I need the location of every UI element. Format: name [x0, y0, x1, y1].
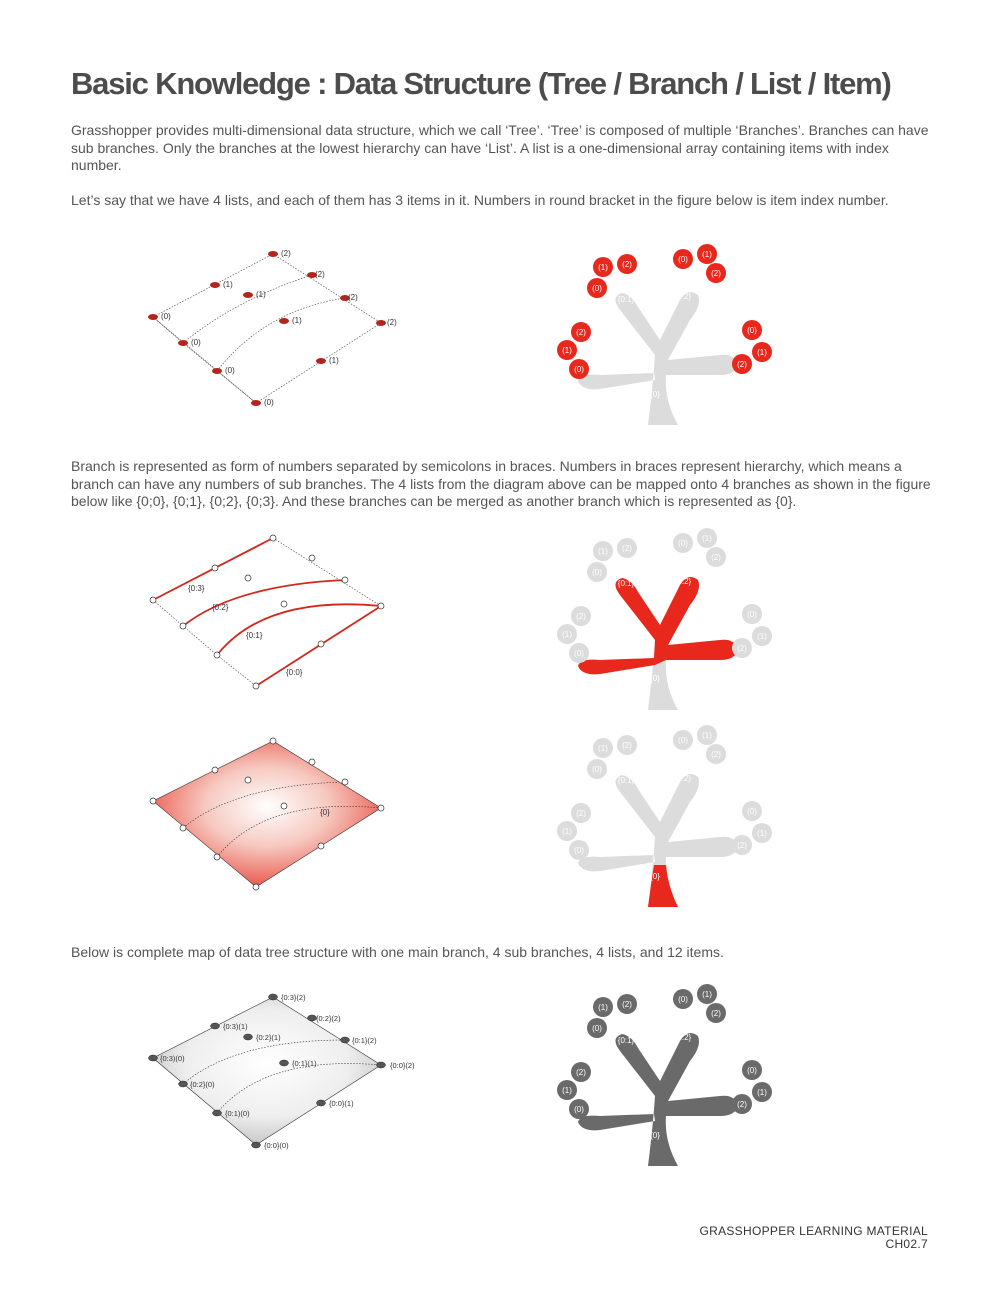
leaf-label: (2): [737, 360, 747, 369]
grid-diagram-branches: [150, 535, 384, 689]
page-title: Basic Knowledge : Data Structure (Tree / Branch / List / Item): [71, 66, 891, 101]
leaf-label: (1): [757, 632, 767, 641]
leaf-label: (1): [598, 744, 608, 753]
leaf-label: (0): [678, 255, 688, 264]
path-label: {0:1)(0): [225, 1109, 250, 1118]
leaf-label: (0): [747, 807, 757, 816]
footer-title: GRASSHOPPER LEARNING MATERIAL: [699, 1224, 928, 1238]
branch-label: {0}: [650, 872, 660, 881]
leaf-label: (1): [562, 346, 572, 355]
leaf-label: (2): [622, 741, 632, 750]
path-label: {0:3)(0): [160, 1054, 185, 1063]
leaf-label: (2): [711, 1009, 721, 1018]
tree-main-branch: [557, 725, 772, 907]
path-label: {0:1}(1): [292, 1059, 317, 1068]
grid-diagram-items: [153, 254, 381, 403]
branch-label: {0:3}: [705, 340, 723, 349]
branch-label: {0:3}: [705, 821, 723, 830]
footer: [699, 1225, 928, 1251]
leaf-label: (2): [576, 809, 586, 818]
leaf-label: (0): [592, 1024, 602, 1033]
leaf-label: (0): [574, 649, 584, 658]
surface-complete-map: [149, 993, 416, 1150]
leaf-label: (2): [622, 544, 632, 553]
label-item: (2): [348, 293, 358, 302]
lists-paragraph: Let’s say that we have 4 lists, and each of them has 3 items in it. Numbers in round bracket in the figure below is item index number.: [71, 192, 889, 208]
branch-label: {0:1}: [617, 776, 635, 785]
path-label: {0:0}(1): [329, 1099, 354, 1108]
branch-label: {0:2}: [674, 1033, 692, 1042]
leaf-label: (1): [598, 1003, 608, 1012]
branch-label: {0:0}: [599, 827, 617, 836]
leaf-label: (0): [592, 765, 602, 774]
branch-label: {0:2}: [212, 603, 229, 612]
leaf-label: (2): [576, 328, 586, 337]
path-label: {0:3)(1): [223, 1022, 248, 1031]
path-label: {0:2}(1): [256, 1033, 281, 1042]
leaf-label: (2): [737, 644, 747, 653]
intro-paragraph: Grasshopper provides multi-dimensional data structure, which we call ‘Tree’. ‘Tree’ is composed of multiple ‘Branches’. Branches can have sub branches. Only the branches at the lowest hierarchy can have ‘List’. A list is a one-dimensional array containing items with index number.: [71, 122, 929, 173]
leaf-label: (0): [747, 1066, 757, 1075]
leaf-label: (1): [702, 731, 712, 740]
branch-label: {0:1}: [617, 1036, 635, 1045]
leaf-label: (0): [747, 326, 757, 335]
leaf-label: (1): [757, 348, 767, 357]
leaf-label: (0): [592, 568, 602, 577]
leaf-label: (2): [622, 260, 632, 269]
branch-label: {0:1}: [246, 631, 263, 640]
leaf-label: (1): [562, 1086, 572, 1095]
label-item: (2): [315, 270, 325, 279]
leaf-label: (2): [622, 1000, 632, 1009]
leaf-label: (1): [562, 827, 572, 836]
leaf-label: (1): [562, 630, 572, 639]
leaf-label: (1): [757, 1088, 767, 1097]
leaf-label: (2): [711, 269, 721, 278]
leaf-label: (2): [576, 612, 586, 621]
branch-label: {0:2}: [674, 292, 692, 301]
branch-label: {0}: [650, 390, 660, 399]
leaf-label: (2): [711, 553, 721, 562]
branch-label: {0:0}: [286, 668, 303, 677]
branch-label: {0:2}: [674, 774, 692, 783]
label-item: (0): [161, 312, 171, 321]
label-item: (1): [256, 290, 266, 299]
leaf-label: (1): [702, 990, 712, 999]
path-label: {0:0}(2): [390, 1061, 415, 1070]
branch-label: {0}: [650, 674, 660, 683]
leaf-label: (0): [574, 1105, 584, 1114]
label-item: (1): [329, 356, 339, 365]
branch-label: {0:1}: [617, 579, 635, 588]
footer-chapter: CH02.7: [885, 1237, 928, 1251]
branch-label: {0:3}: [705, 1080, 723, 1089]
leaf-label: (0): [678, 995, 688, 1004]
surface-main-branch: [150, 738, 384, 890]
leaf-label: (0): [592, 284, 602, 293]
tree-items: [557, 244, 772, 425]
leaf-label: (2): [737, 1100, 747, 1109]
branch-paragraph: Branch is represented as form of numbers separated by semicolons in braces. Numbers in braces represent hierarchy, which means a branch can have any numbers of sub branches. The 4 lists from the diagram above can be mapped onto 4 branches as shown in the figure below like {0;0}, {0;1}, {0;2}, {0;3}. And these branches can be merged as another branch which is represented as {0}.: [71, 458, 931, 509]
label-item: (2): [281, 249, 291, 258]
branch-label: {0:1}: [617, 295, 635, 304]
leaf-label: (2): [737, 841, 747, 850]
tree-complete: [557, 984, 772, 1166]
leaf-label: (2): [576, 1068, 586, 1077]
branch-label: {0}: [650, 1131, 660, 1140]
leaf-label: (2): [711, 750, 721, 759]
branch-label: {0:0}: [599, 1086, 617, 1095]
branch-label: {0:3}: [188, 584, 205, 593]
branch-label: {0:0}: [599, 346, 617, 355]
tree-sub-branches: [557, 528, 772, 710]
leaf-label: (1): [702, 534, 712, 543]
leaf-label: (1): [598, 547, 608, 556]
label-item: (1): [223, 280, 233, 289]
label-item: (0): [225, 366, 235, 375]
leaf-label: (1): [757, 829, 767, 838]
label-item: (1): [292, 316, 302, 325]
branch-label: {0}: [320, 808, 330, 817]
branch-label: {0:2}: [674, 577, 692, 586]
leaf-label: (0): [574, 365, 584, 374]
branch-label: {0:0}: [599, 630, 617, 639]
leaf-label: (0): [574, 846, 584, 855]
complete-paragraph: Below is complete map of data tree structure with one main branch, 4 sub branches, 4 lists, and 12 items.: [71, 944, 724, 960]
path-label: {0:2}(0): [190, 1080, 215, 1089]
path-label: {0:2}(2): [316, 1014, 341, 1023]
grid-points-items: [148, 251, 386, 406]
leaf-label: (0): [678, 539, 688, 548]
path-label: {0:0}(0): [264, 1141, 289, 1150]
label-item: (0): [191, 338, 201, 347]
leaf-label: (0): [747, 610, 757, 619]
leaf-label: (0): [678, 736, 688, 745]
path-label: {0:1}(2): [352, 1036, 377, 1045]
path-label: {0:3}(2): [281, 993, 306, 1002]
leaf-label: (1): [702, 250, 712, 259]
label-item: (2): [387, 318, 397, 327]
label-item: (0): [264, 398, 274, 407]
branch-label: {0:3}: [705, 624, 723, 633]
leaf-label: (1): [598, 263, 608, 272]
